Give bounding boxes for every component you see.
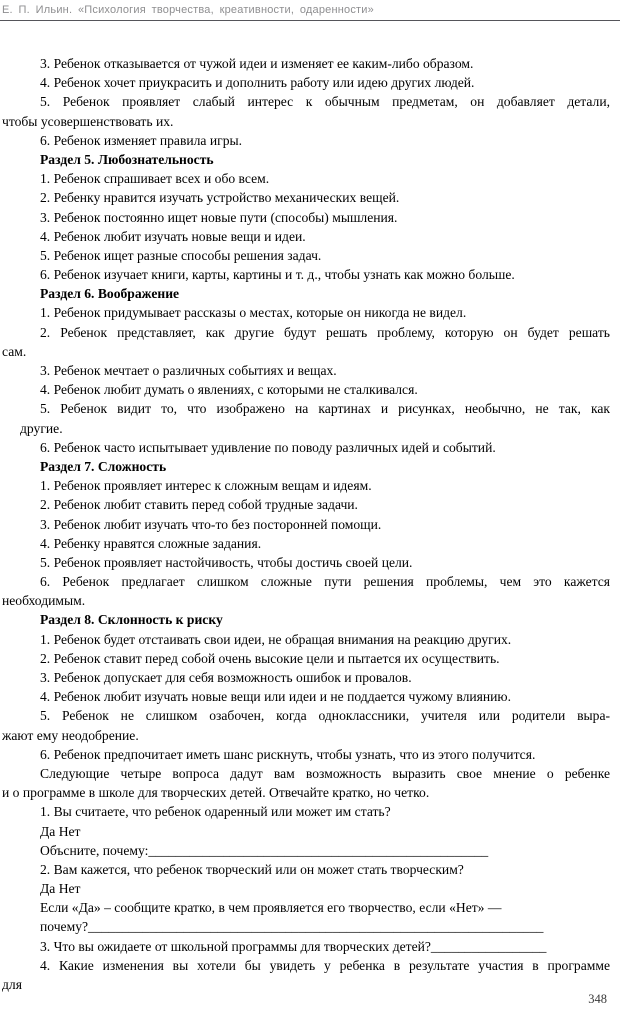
text-line: для	[2, 977, 22, 992]
text-line: 1. Ребенок будет отстаивать свои идеи, не обращая внимания на реакцию других.	[40, 631, 512, 647]
text-line: Раздел 5. Любознательность	[40, 151, 214, 167]
text-line: 3. Ребенок постоянно ищет новые пути (способы) мышления.	[40, 209, 398, 225]
text-line: 6. Ребенок предпочитает иметь шанс рискнуть, чтобы узнать, что из этого получится.	[40, 746, 536, 762]
text-line: 1. Ребенок проявляет интерес к сложным вещам и идеям.	[40, 478, 372, 494]
text-line: 6. Ребенок часто испытывает удивление по поводу различных идей и событий.	[40, 439, 496, 455]
text-line: 5. Ребенок ищет разные способы решения задач.	[40, 247, 322, 263]
text-line: 3. Ребенок любит изучать что-то без посторонней помощи.	[40, 516, 382, 532]
text-line: 3. Ребенок допускает для себя возможность ошибок и провалов.	[40, 670, 412, 685]
text-line: необходимым.	[2, 593, 86, 609]
text-line: 2. Вам кажется, что ребенок творческий или он может стать творческим?	[40, 861, 464, 877]
text-line: 5. Ребенок видит то, что изображено на картинах и рисунках, необычно, не так, как	[40, 401, 610, 417]
text-line: 5. Ребенок проявляет слабый интерес к обычным предметам, он добавляет детали,	[40, 94, 610, 110]
text-line: 6. Ребенок изучает книги, карты, картины и т. д., чтобы узнать как можно больше.	[40, 267, 515, 283]
text-line: 4. Ребенок любит изучать новые вещи и идеи.	[40, 228, 306, 244]
text-line: сам.	[2, 343, 27, 359]
text-line: 2. Ребенку нравится изучать устройство механических вещей.	[40, 190, 400, 206]
text-line: и о программе в школе для творческих детей. Отвечайте кратко, но четко.	[2, 785, 430, 801]
text-line: 2. Ребенок представляет, как другие будут решать проблему, которую он будет решать	[40, 324, 610, 340]
text-line: чтобы усовершенствовать их.	[2, 113, 174, 129]
text-line: Раздел 6. Воображение	[40, 286, 180, 302]
text-line: 1. Ребенок придумывает рассказы о местах, которые он никогда не видел.	[40, 305, 467, 321]
text-line: другие.	[20, 420, 63, 436]
text-line: 5. Ребенок проявляет настойчивость, чтобы достичь своей цели.	[40, 554, 413, 570]
text-line: 3. Ребенок мечтает о различных событиях и вещах.	[40, 363, 337, 378]
text-line: Да Нет	[40, 881, 81, 897]
text-line: 4. Ребенок любит изучать новые вещи или идеи и не поддается чужому влиянию.	[40, 689, 511, 705]
text-line: почему?___________________________________________________________________	[40, 919, 544, 935]
text-line: Если «Да» – сообщите кратко, в чем проявляется его творчество, если «Нет» —	[40, 900, 502, 916]
text-line: 4. Ребенок любит думать о явлениях, с которыми не сталкивался.	[40, 382, 418, 398]
text-line: 1. Вы считаете, что ребенок одаренный или может им стать?	[40, 804, 391, 820]
text-line: 2. Ребенок любит ставить перед собой трудные задачи.	[40, 497, 358, 513]
text-line: 4. Ребенок хочет приукрасить и дополнить работу или идею других людей.	[40, 75, 475, 91]
text-line: 4. Ребенку нравятся сложные задания.	[40, 535, 262, 551]
running-header	[0, 0, 620, 21]
page-body	[2, 54, 610, 994]
text-line: жают ему неодобрение.	[2, 727, 139, 743]
text-line: 5. Ребенок не слишком озабочен, когда одноклассники, учителя или родители выра-	[40, 708, 610, 724]
page-number: 348	[588, 992, 607, 1006]
text-line: 4. Какие изменения вы хотели бы увидеть у ребенка в результате участия в программе	[40, 957, 610, 973]
text-line: 2. Ребенок ставит перед собой очень высокие цели и пытается их осуществить.	[40, 650, 500, 666]
text-line: 3. Что вы ожидаете от школьной программы для творческих детей?_________________	[40, 938, 547, 954]
text-line: Раздел 7. Сложность	[40, 458, 167, 474]
text-line: 3. Ребенок отказывается от чужой идеи и изменяет ее каким-либо образом.	[40, 56, 474, 71]
text-line: Объсните, почему:__________________________________________________	[40, 842, 489, 858]
running-header-title: Е. П. Ильин. «Психология творчества, креативности, одаренности»	[2, 4, 374, 16]
text-line: Следующие четыре вопроса дадут вам возможность выразить свое мнение о ребенке	[40, 765, 610, 781]
text-line: 6. Ребенок предлагает слишком сложные пути решения проблемы, чем это кажется	[40, 574, 610, 590]
text-line: 6. Ребенок изменяет правила игры.	[40, 132, 243, 148]
text-line: Раздел 8. Склонность к риску	[40, 612, 223, 628]
text-line: Да Нет	[40, 823, 81, 839]
text-line: 1. Ребенок спрашивает всех и обо всем.	[40, 171, 270, 187]
